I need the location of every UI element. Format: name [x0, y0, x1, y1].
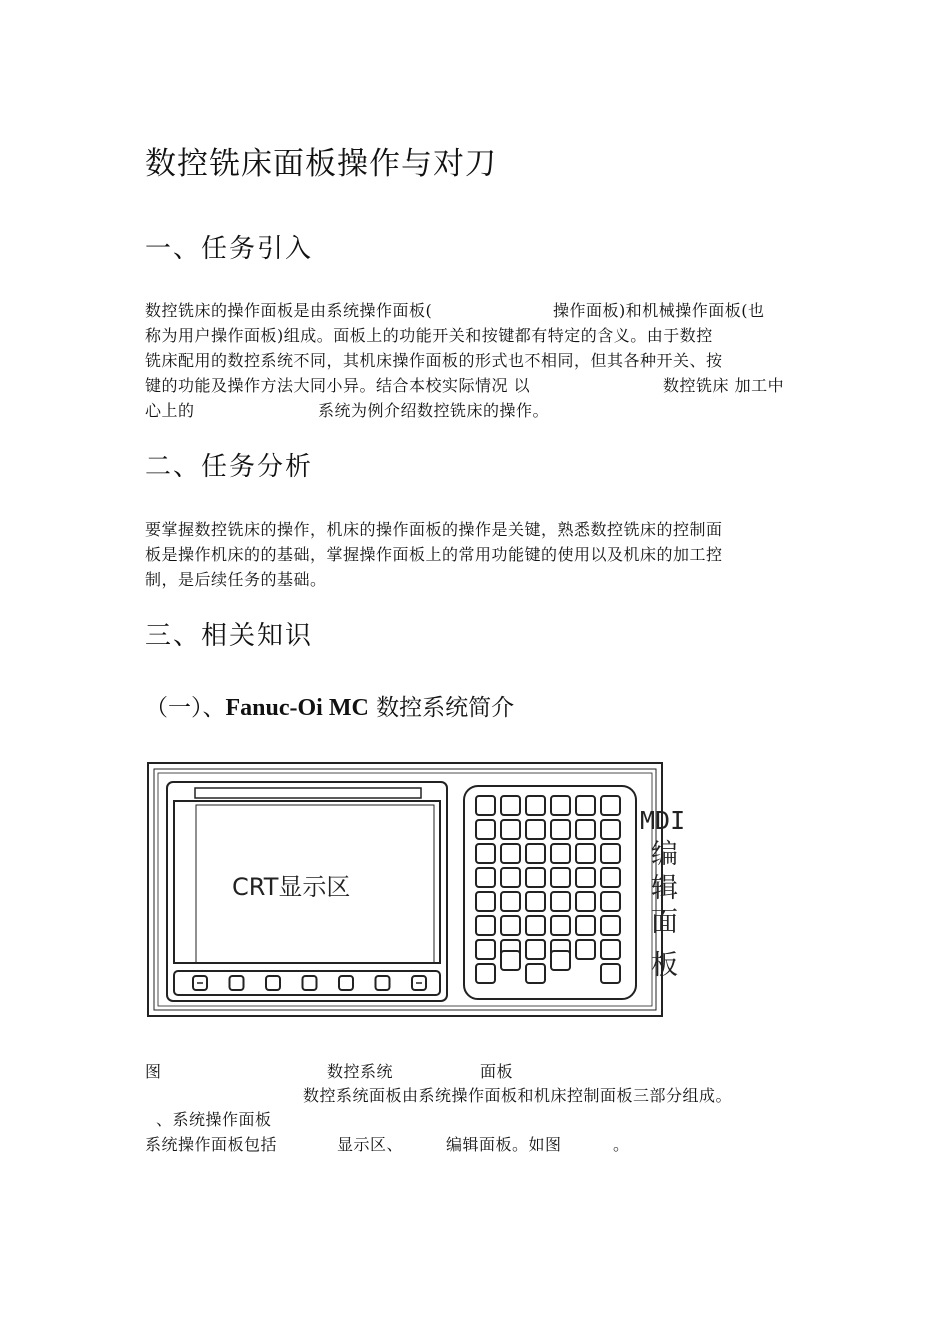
para1-line4-a: 键的功能及操作方法大同小异。结合本校实际情况 以 — [145, 376, 531, 395]
section-heading-task-analysis: 二、任务分析 — [145, 452, 314, 482]
mdi-label-line1: MDI — [640, 806, 686, 835]
mdi-key — [501, 844, 520, 863]
para1-line1-b: 操作面板)和机械操作面板(也 — [553, 301, 765, 320]
mdi-label-line5: 板 — [651, 950, 678, 981]
mdi-key — [576, 820, 595, 839]
mdi-key — [576, 868, 595, 887]
para1-line1-a: 数控铣床的操作面板是由系统操作面板( — [145, 301, 433, 320]
mdi-label-line4: 面 — [651, 907, 678, 938]
mdi-key — [601, 868, 620, 887]
subsection-suffix: 数控系统简介 — [368, 695, 515, 721]
mdi-key — [601, 940, 620, 959]
mdi-key — [526, 796, 545, 815]
mdi-key — [526, 940, 545, 959]
mdi-key — [476, 940, 495, 959]
mdi-key — [476, 916, 495, 935]
mdi-key — [576, 844, 595, 863]
mdi-key — [601, 844, 620, 863]
mdi-key — [551, 844, 570, 863]
mdi-key — [476, 844, 495, 863]
subsection-prefix: （一）、 — [145, 695, 226, 721]
caption-line4-b: 显示区、 — [337, 1135, 404, 1154]
mdi-label-line2: 编 — [651, 839, 678, 870]
mdi-key — [526, 892, 545, 911]
section-heading-related-knowledge: 三、相关知识 — [145, 621, 314, 651]
cnc-panel-figure — [146, 761, 691, 1025]
mdi-key — [551, 796, 570, 815]
mdi-key — [501, 868, 520, 887]
mdi-key — [551, 951, 570, 970]
section-heading-task-intro: 一、任务引入 — [145, 234, 314, 264]
mdi-key — [601, 796, 620, 815]
mdi-key — [576, 796, 595, 815]
softkey — [266, 976, 280, 990]
softkey — [303, 976, 317, 990]
softkey — [230, 976, 244, 990]
mdi-key — [501, 820, 520, 839]
mdi-key — [576, 916, 595, 935]
softkey — [376, 976, 390, 990]
mdi-key — [576, 940, 595, 959]
mdi-key — [526, 868, 545, 887]
softkey — [339, 976, 353, 990]
para1-line3: 铣床配用的数控系统不同，其机床操作面板的形式也不相同，但其各种开关、按 — [145, 351, 723, 370]
para2-line2: 板是操作机床的的基础，掌握操作面板上的常用功能键的使用以及机床的加工控 — [145, 545, 723, 564]
mdi-key — [476, 892, 495, 911]
mdi-key — [476, 820, 495, 839]
subsection-heading-fanuc — [145, 689, 514, 722]
mdi-key — [551, 868, 570, 887]
mdi-key — [526, 916, 545, 935]
mdi-key — [526, 964, 545, 983]
mdi-key — [501, 951, 520, 970]
mdi-key — [601, 820, 620, 839]
subheading-system-panel: 、系统操作面板 — [156, 1110, 272, 1129]
cnc-panel-drawing — [146, 761, 691, 1021]
screen-top-slot — [195, 788, 421, 798]
mdi-key — [476, 868, 495, 887]
caption-line2: 数控系统面板由系统操作面板和机床控制面板三部分组成。 — [303, 1086, 733, 1105]
crt-screen-label: CRT显示区 — [232, 873, 351, 901]
mdi-key — [501, 892, 520, 911]
figure-caption-system: 数控系统 — [327, 1062, 394, 1081]
mdi-key — [476, 796, 495, 815]
mdi-key — [526, 820, 545, 839]
figure-caption-label: 图 — [145, 1062, 162, 1081]
caption-line4-c: 编辑面板。如图 — [446, 1135, 562, 1154]
mdi-key — [551, 916, 570, 935]
document-title: 数控铣床面板操作与对刀 — [145, 146, 497, 182]
mdi-label-line3: 辑 — [651, 873, 678, 904]
caption-line4-d: 。 — [613, 1135, 630, 1154]
mdi-key — [576, 892, 595, 911]
softkey-strip — [174, 971, 440, 995]
mdi-key — [551, 892, 570, 911]
para1-line5-a: 心上的 — [145, 401, 195, 420]
figure-caption-panel: 面板 — [480, 1062, 514, 1081]
mdi-key — [501, 916, 520, 935]
subsection-system-name: Fanuc-Oi MC — [225, 695, 369, 721]
para1-line2: 称为用户操作面板)组成。面板上的功能开关和按键都有特定的含义。由于数控 — [145, 326, 713, 345]
mdi-key — [601, 964, 620, 983]
para1-line4-b: 数控铣床 加工中 — [663, 376, 785, 395]
mdi-key — [601, 892, 620, 911]
para1-line5-b: 系统为例介绍数控铣床的操作。 — [318, 401, 550, 420]
mdi-key — [551, 820, 570, 839]
caption-line4-a: 系统操作面板包括 — [145, 1135, 278, 1154]
mdi-key — [526, 844, 545, 863]
mdi-key — [501, 796, 520, 815]
para2-line1: 要掌握数控铣床的操作，机床的操作面板的操作是关键，熟悉数控铣床的控制面 — [145, 520, 723, 539]
mdi-key — [601, 916, 620, 935]
para2-line3: 制，是后续任务的基础。 — [145, 570, 327, 589]
mdi-key — [476, 964, 495, 983]
